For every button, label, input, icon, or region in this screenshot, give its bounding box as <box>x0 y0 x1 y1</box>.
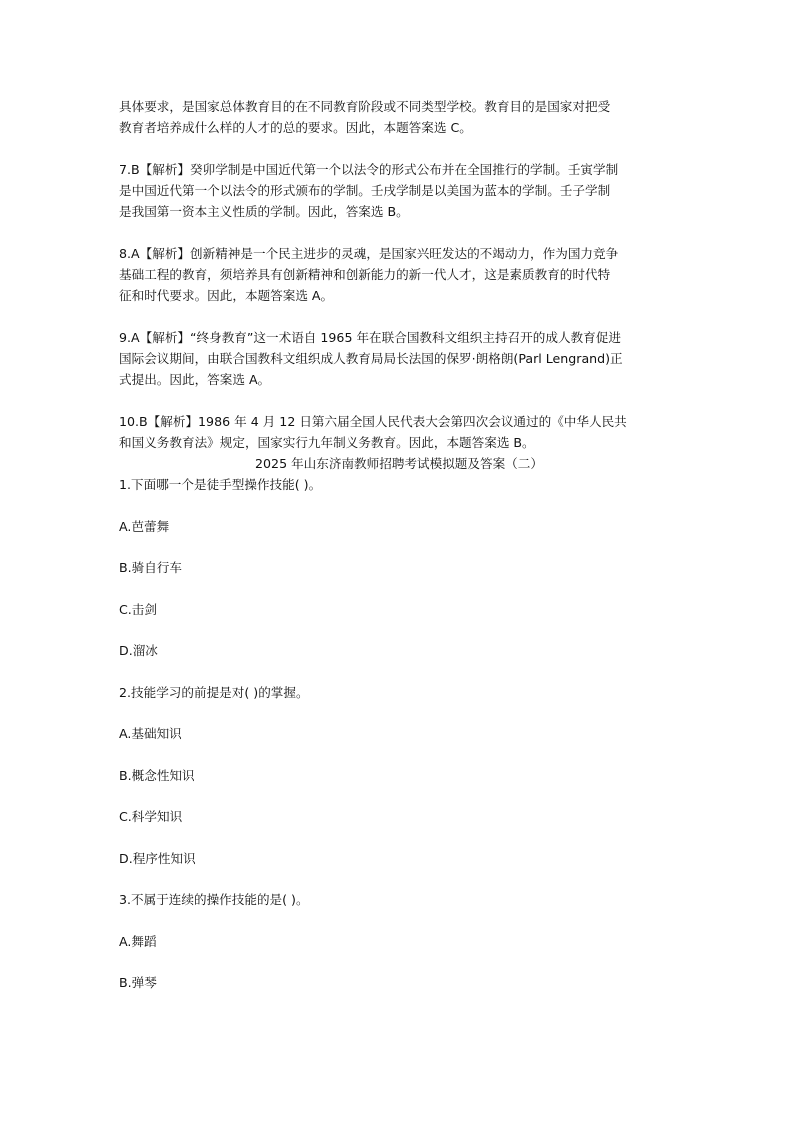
question-stem: 1.下面哪一个是徒手型操作技能( )。 <box>119 477 322 492</box>
text-line: 基础工程的教育，须培养具有创新精神和创新能力的新一代人才，这是素质教育的时代特 <box>119 267 611 282</box>
text-line: 8.A【解析】创新精神是一个民主进步的灵魂，是国家兴旺发达的不竭动力，作为国力竞争 <box>119 246 619 261</box>
option-d: D.程序性知识 <box>119 850 196 866</box>
option-c: C.击剑 <box>119 601 157 617</box>
option-c: C.科学知识 <box>119 809 183 824</box>
text-line: 教育者培养成什么样的人才的总的要求。因此，本题答案选 C。 <box>119 120 472 135</box>
question-1 <box>119 474 679 661</box>
text-line: 式提出。因此，答案选 A。 <box>119 372 271 387</box>
option-a: A.芭蕾舞 <box>119 518 170 534</box>
option-b: B.弹琴 <box>119 975 157 990</box>
text-line: 征和时代要求。因此，本题答案选 A。 <box>119 288 334 303</box>
text-line: 国际会议期间，由联合国教科文组织成人教育局局长法国的保罗·朗格朗(Parl Lengrand)正 <box>119 351 623 366</box>
text-line: 10.B【解析】1986 年 4 月 12 日第六届全国人民代表大会第四次会议通过的《中华人民共 <box>119 414 627 429</box>
question-stem: 3.不属于连续的操作技能的是( )。 <box>119 892 309 907</box>
option-d: D.溜冰 <box>119 643 158 658</box>
option-b: B.概念性知识 <box>119 767 195 783</box>
section-title: 2025 年山东济南教师招聘考试模拟题及答案（二） <box>255 456 543 471</box>
question-2 <box>119 682 679 869</box>
answer-explanation-6-continued <box>119 96 679 138</box>
question-stem: 2.技能学习的前提是对( )的掌握。 <box>119 684 309 700</box>
text-line: 7.B【解析】癸卯学制是中国近代第一个以法令的形式公布并在全国推行的学制。壬寅学制 <box>119 162 619 177</box>
text-line: 和国义务教育法》规定，国家实行九年制义务教育。因此，本题答案选 B。 <box>119 435 535 450</box>
document-page <box>119 96 679 993</box>
question-3 <box>119 889 679 993</box>
answer-explanation-7 <box>119 159 679 222</box>
text-line: 具体要求，是国家总体教育目的在不同教育阶段或不同类型学校。教育目的是国家对把受 <box>119 99 611 114</box>
text-line: 是我国第一资本主义性质的学制。因此，答案选 B。 <box>119 204 409 219</box>
answer-explanation-8 <box>119 243 679 306</box>
option-a: A.基础知识 <box>119 726 182 741</box>
answer-explanation-9 <box>119 327 679 390</box>
option-a: A.舞蹈 <box>119 933 157 949</box>
text-line: 是中国近代第一个以法令的形式颁布的学制。壬戌学制是以美国为蓝本的学制。壬子学制 <box>119 183 611 198</box>
option-b: B.骑自行车 <box>119 560 183 575</box>
answer-explanation-10 <box>119 411 679 453</box>
text-line: 9.A【解析】“终身教育”这一术语自 1965 年在联合国教科文组织主持召开的成人教育促进 <box>119 330 621 345</box>
